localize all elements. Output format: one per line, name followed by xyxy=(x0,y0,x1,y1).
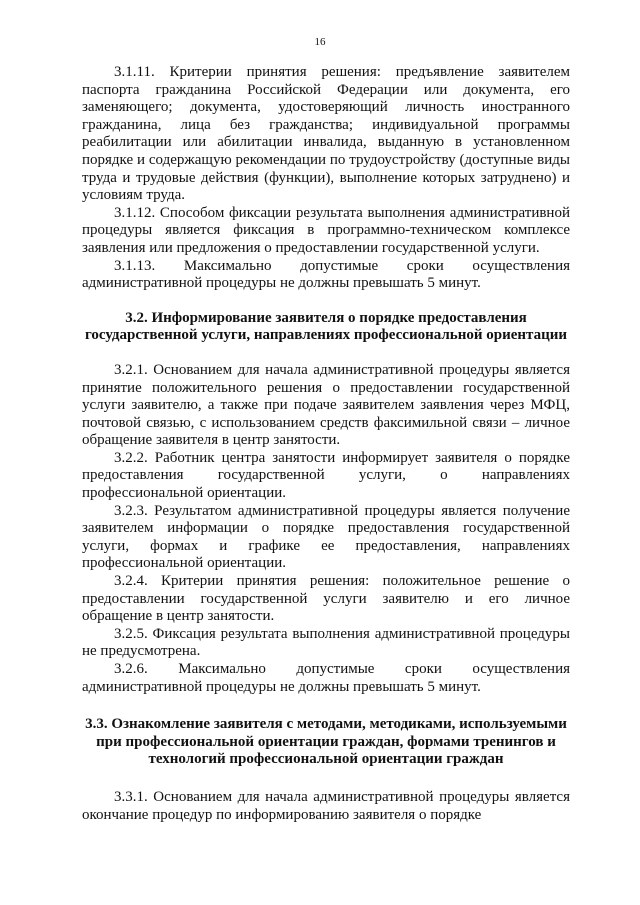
paragraph-3-2-3: 3.2.3. Результатом административной процедуры является получение заявителем информации о порядке предоставления государственной услуги, формах и графике ее предоставления, направлениях профессиональной ориентации. xyxy=(82,502,570,572)
heading-3-2: 3.2. Информирование заявителя о порядке предоставления государственной услуги, направлениях профессиональной ориентации xyxy=(84,309,568,344)
paragraph-3-2-4: 3.2.4. Критерии принятия решения: положительное решение о предоставлении государственной услуги заявителю и его личное обращение в центр занятости. xyxy=(82,573,570,625)
paragraph-3-1-13: 3.1.13. Максимально допустимые сроки осуществления административной процедуры не должны превышать 5 минут. xyxy=(82,257,570,292)
paragraph-3-2-2: 3.2.2. Работник центра занятости информирует заявителя о порядке предоставления государственной услуги, о направлениях профессиональной ориентации. xyxy=(82,449,570,502)
paragraph-3-3-1: 3.3.1. Основанием для начала административной процедуры является окончание процедур по информированию заявителя о порядке xyxy=(82,788,570,823)
document-body xyxy=(82,64,570,824)
paragraph-3-1-11: 3.1.11. Критерии принятия решения: предъявление заявителем паспорта гражданина Российской Федерации или документа, его заменяющего; документа, удостоверяющий личность иностранного гражданина, лица без гражданства; индивидуальной программы реабилитации или абилитации инвалида, выданную в установленном порядке и содержащую рекомендации по трудоустройству (доступные виды труда и трудовые действия (функции), выполнение которых затруднено) и условиям труда. xyxy=(82,64,570,204)
page-number: 16 xyxy=(314,36,326,48)
heading-3-3: 3.3. Ознакомление заявителя с методами, методиками, используемыми при профессиональной ориентации граждан, формами тренингов и технологий профессиональной ориентации граждан xyxy=(85,716,567,768)
paragraph-3-1-12: 3.1.12. Способом фиксации результата выполнения административной процедуры является фиксация в программно-техническом комплексе заявления или предложения о предоставлении государственной услуги. xyxy=(82,204,570,256)
paragraph-3-2-6: 3.2.6. Максимально допустимые сроки осуществления административной процедуры не должны превышать 5 минут. xyxy=(82,661,570,695)
paragraph-3-2-1: 3.2.1. Основанием для начала административной процедуры является принятие положительного решения о предоставлении государственной услуги заявителю, а также при подаче заявителем заявления через МФЦ, почтовой связью, с использованием средств факсимильной связи – личное обращение заявителя в центр занятости. xyxy=(82,361,570,449)
paragraph-3-2-5: 3.2.5. Фиксация результата выполнения административной процедуры не предусмотрена. xyxy=(82,625,570,660)
